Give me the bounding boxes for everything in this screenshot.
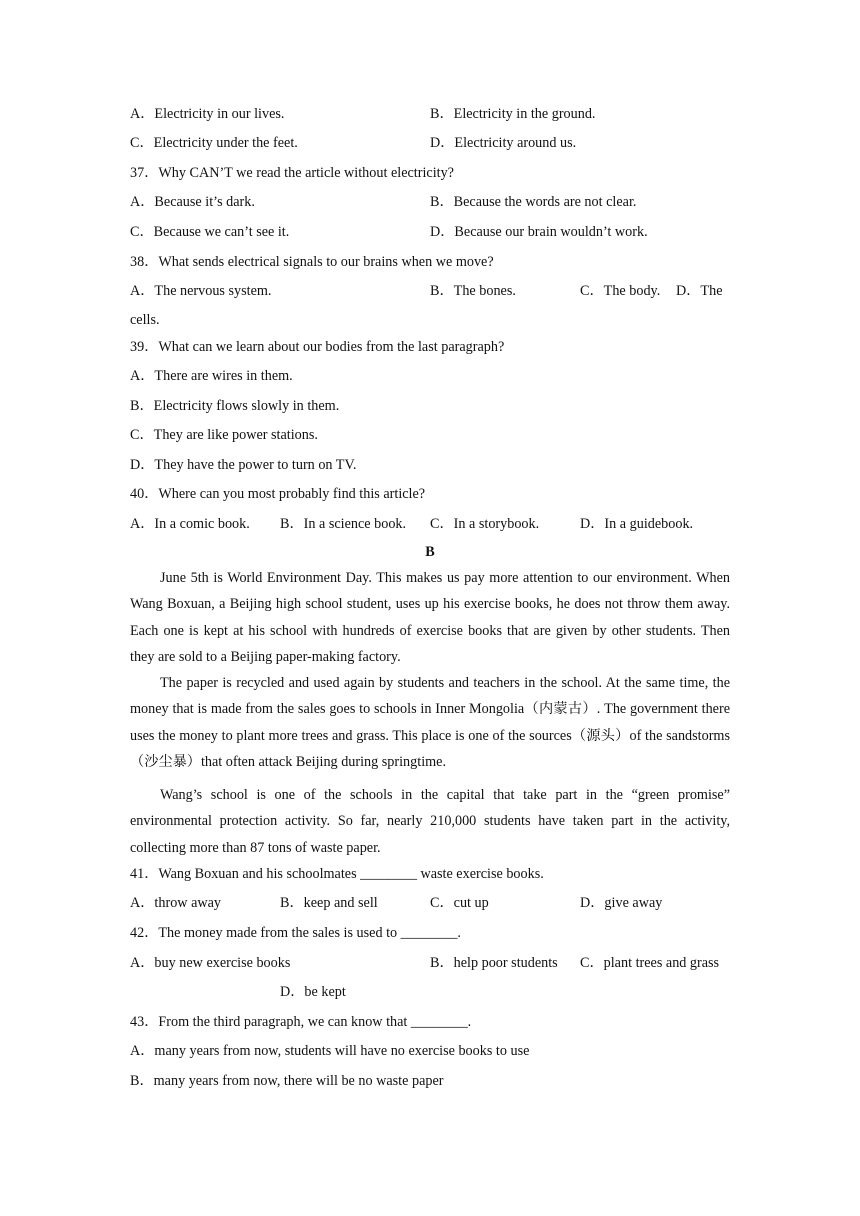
q41-option-d: D．give away: [580, 895, 663, 911]
q39-stem: 39．What can we learn about our bodies from the last paragraph?: [130, 339, 505, 355]
q38-option-b: B．The bones.: [430, 283, 516, 299]
q42-option-b: B．help poor students: [430, 955, 558, 971]
q40-stem: 40．Where can you most probably find this article?: [130, 486, 426, 502]
q36-option-d: D．Electricity around us.: [430, 135, 577, 151]
q40-option-a: A．In a comic book.: [130, 516, 250, 532]
q41-stem: 41．Wang Boxuan and his schoolmates ________ waste exercise books.: [130, 866, 544, 882]
q36-option-a: A．Electricity in our lives.: [130, 106, 285, 122]
q38-stem: 38．What sends electrical signals to our brains when we move?: [130, 254, 494, 270]
q40-option-d: D．In a guidebook.: [580, 516, 694, 532]
q36-option-b: B．Electricity in the ground.: [430, 106, 596, 122]
q42-option-a: A．buy new exercise books: [130, 955, 291, 971]
q41-option-c: C．cut up: [430, 895, 489, 911]
q40-option-c: C．In a storybook.: [430, 516, 540, 532]
q38-option-a: A．The nervous system.: [130, 283, 272, 299]
q43-stem: 43．From the third paragraph, we can know that ________.: [130, 1014, 472, 1030]
q43-option-a: A．many years from now, students will have no exercise books to use: [130, 1043, 530, 1059]
q38-option-d-continued: cells.: [130, 312, 160, 328]
q36-option-c: C．Electricity under the feet.: [130, 135, 298, 151]
q39-option-d: D．They have the power to turn on TV.: [130, 457, 357, 473]
q40-option-b: B．In a science book.: [280, 516, 407, 532]
q41-option-a: A．throw away: [130, 895, 222, 911]
q43-option-b: B．many years from now, there will be no waste paper: [130, 1073, 444, 1089]
q37-stem: 37．Why CAN’T we read the article without electricity?: [130, 165, 454, 181]
section-b-paragraph-2: The paper is recycled and used again by students and teachers in the school. At the same time, the money that is made from the sales goes to schools in Inner Mongolia（内蒙古）. The government there uses the money to plant more trees and grass. This place is one of the sources（源头）of the sandstorms（沙尘暴）that often attack Beijing during springtime.: [130, 675, 730, 771]
q39-option-b: B．Electricity flows slowly in them.: [130, 398, 340, 414]
q42-option-c: C．plant trees and grass: [580, 955, 720, 971]
q37-option-a: A．Because it’s dark.: [130, 194, 255, 210]
q39-option-a: A．There are wires in them.: [130, 368, 293, 384]
q42-option-d: D．be kept: [280, 984, 346, 1000]
q37-option-b: B．Because the words are not clear.: [430, 194, 637, 210]
q37-option-d: D．Because our brain wouldn’t work.: [430, 224, 648, 240]
section-b-paragraph-3: Wang’s school is one of the schools in the capital that take part in the “green promise” environmental protection activity. So far, nearly 210,000 students have taken part in the activity, collecting more than 87 tons of waste paper.: [130, 787, 730, 856]
q38-option-d: D．The: [676, 283, 723, 299]
q41-option-b: B．keep and sell: [280, 895, 378, 911]
q42-stem: 42．The money made from the sales is used to ________.: [130, 925, 461, 941]
section-b-paragraph-1: June 5th is World Environment Day. This makes us pay more attention to our environment. When Wang Boxuan, a Beijing high school student, uses up his exercise books, he does not throw them away. Each one is kept at his school with hundreds of exercise books that are given by other students. Then they are sold to a Beijing paper-making factory.: [130, 570, 730, 666]
section-b-heading: B: [425, 544, 435, 560]
q39-option-c: C．They are like power stations.: [130, 427, 318, 443]
q37-option-c: C．Because we can’t see it.: [130, 224, 290, 240]
q38-option-c: C．The body.: [580, 283, 661, 299]
